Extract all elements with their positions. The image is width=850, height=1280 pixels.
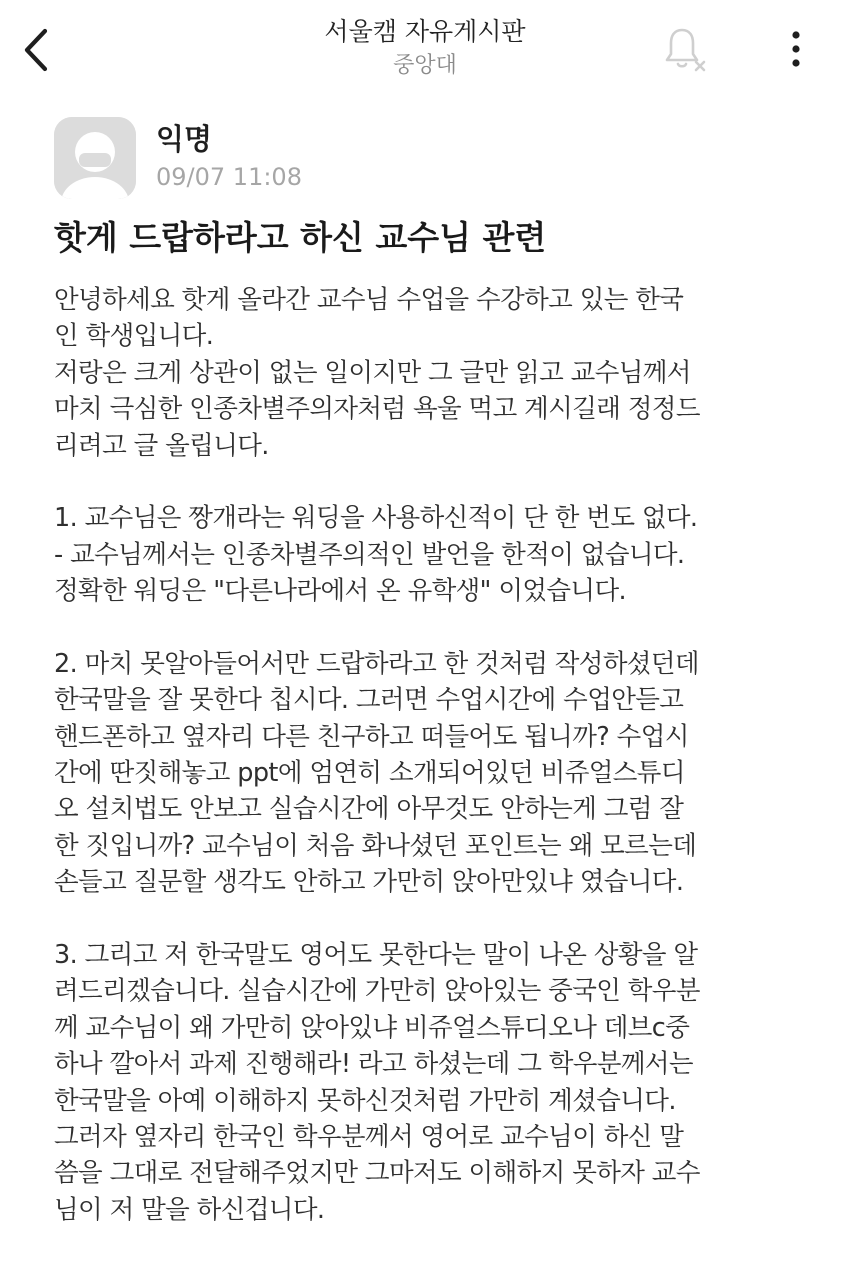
bell-off-icon xyxy=(662,24,708,74)
body-text-line: 간에 딴짓해놓고 ppt에 엄연히 소개되어있던 비쥬얼스튜디 xyxy=(54,758,685,789)
post-body xyxy=(54,282,814,1228)
body-text-line: - 교수님께서는 인종차별주의적인 발언을 한적이 없습니다. xyxy=(54,539,685,570)
body-text-line: 3. 그리고 저 한국말도 영어도 못한다는 말이 나온 상황을 알 xyxy=(54,940,698,971)
body-text-line: 핸드폰하고 옆자리 다른 친구하고 떠들어도 됩니까? 수업시 xyxy=(54,721,689,752)
body-text-line: 정확한 워딩은 "다른나라에서 온 유학생" 이었습니다. xyxy=(54,576,626,607)
body-text-line: 손들고 질문할 생각도 안하고 가만히 앉아만있냐 였습니다. xyxy=(54,867,684,898)
school-name: 중앙대 xyxy=(393,53,457,78)
body-text-line: 한 짓입니까? 교수님이 처음 화나셨던 포인트는 왜 모르는데 xyxy=(54,830,697,861)
body-text-line: 리려고 글 올립니다. xyxy=(54,430,269,461)
more-options-button[interactable] xyxy=(776,24,816,74)
body-text-line: 인 학생입니다. xyxy=(54,321,214,352)
body-text-line: 저랑은 크게 상관이 없는 일이지만 그 글만 읽고 교수님께서 xyxy=(54,357,691,388)
chevron-left-icon xyxy=(21,27,51,73)
top-navigation-bar xyxy=(0,0,850,95)
body-text-line: 하나 깔아서 과제 진행해라! 라고 하셨는데 그 학우분께서는 xyxy=(54,1049,693,1080)
back-button[interactable] xyxy=(14,24,58,76)
author-avatar xyxy=(54,117,136,199)
body-text-line: 안녕하세요 핫게 올라간 교수님 수업을 수강하고 있는 한국 xyxy=(54,285,684,315)
body-text-line: 2. 마치 못알아들어서만 드랍하라고 한 것처럼 작성하셨던데 xyxy=(54,648,699,679)
board-heading xyxy=(200,14,650,82)
anonymous-user-icon xyxy=(54,117,136,199)
paragraph-gap xyxy=(54,901,814,937)
body-text-line: 님이 저 말을 하신겁니다. xyxy=(54,1194,325,1225)
body-text-line: 오 설치법도 안보고 실습시간에 아무것도 안하는게 그럼 잘 xyxy=(54,794,684,825)
more-vertical-icon xyxy=(790,29,802,69)
body-text-line: 한국말을 잘 못한다 칩시다. 그러면 수업시간에 수업안듣고 xyxy=(54,685,684,716)
body-text-line: 려드리겠습니다. 실습시간에 가만히 앉아있는 중국인 학우분 xyxy=(54,976,700,1007)
paragraph-gap xyxy=(54,610,814,646)
body-text-line: 마치 극심한 인종차별주의자처럼 욕울 먹고 계시길래 정정드 xyxy=(54,394,700,425)
paragraph-gap xyxy=(54,464,814,500)
body-text-line: 씀을 그대로 전달해주었지만 그마저도 이해하지 못하자 교수 xyxy=(54,1158,700,1189)
body-text-line: 께 교수님이 왜 가만히 앉아있냐 비쥬얼스튜디오나 데브c중 xyxy=(54,1012,690,1043)
body-text-line: 한국말을 아예 이해하지 못하신것처럼 가만히 계셨습니다. xyxy=(54,1085,676,1116)
board-title: 서울캠 자유게시판 xyxy=(324,17,526,46)
post-title: 핫게 드랍하라고 하신 교수님 관련 xyxy=(54,218,547,257)
post-timestamp: 09/07 11:08 xyxy=(156,163,302,191)
body-text-line: 1. 교수님은 짱개라는 워딩을 사용하신적이 단 한 번도 없다. xyxy=(54,503,698,534)
body-text-line: 그러자 옆자리 한국인 학우분께서 영어로 교수님이 하신 말 xyxy=(54,1121,684,1152)
author-name: 익명 xyxy=(156,122,213,156)
notification-toggle-button[interactable] xyxy=(660,24,710,74)
